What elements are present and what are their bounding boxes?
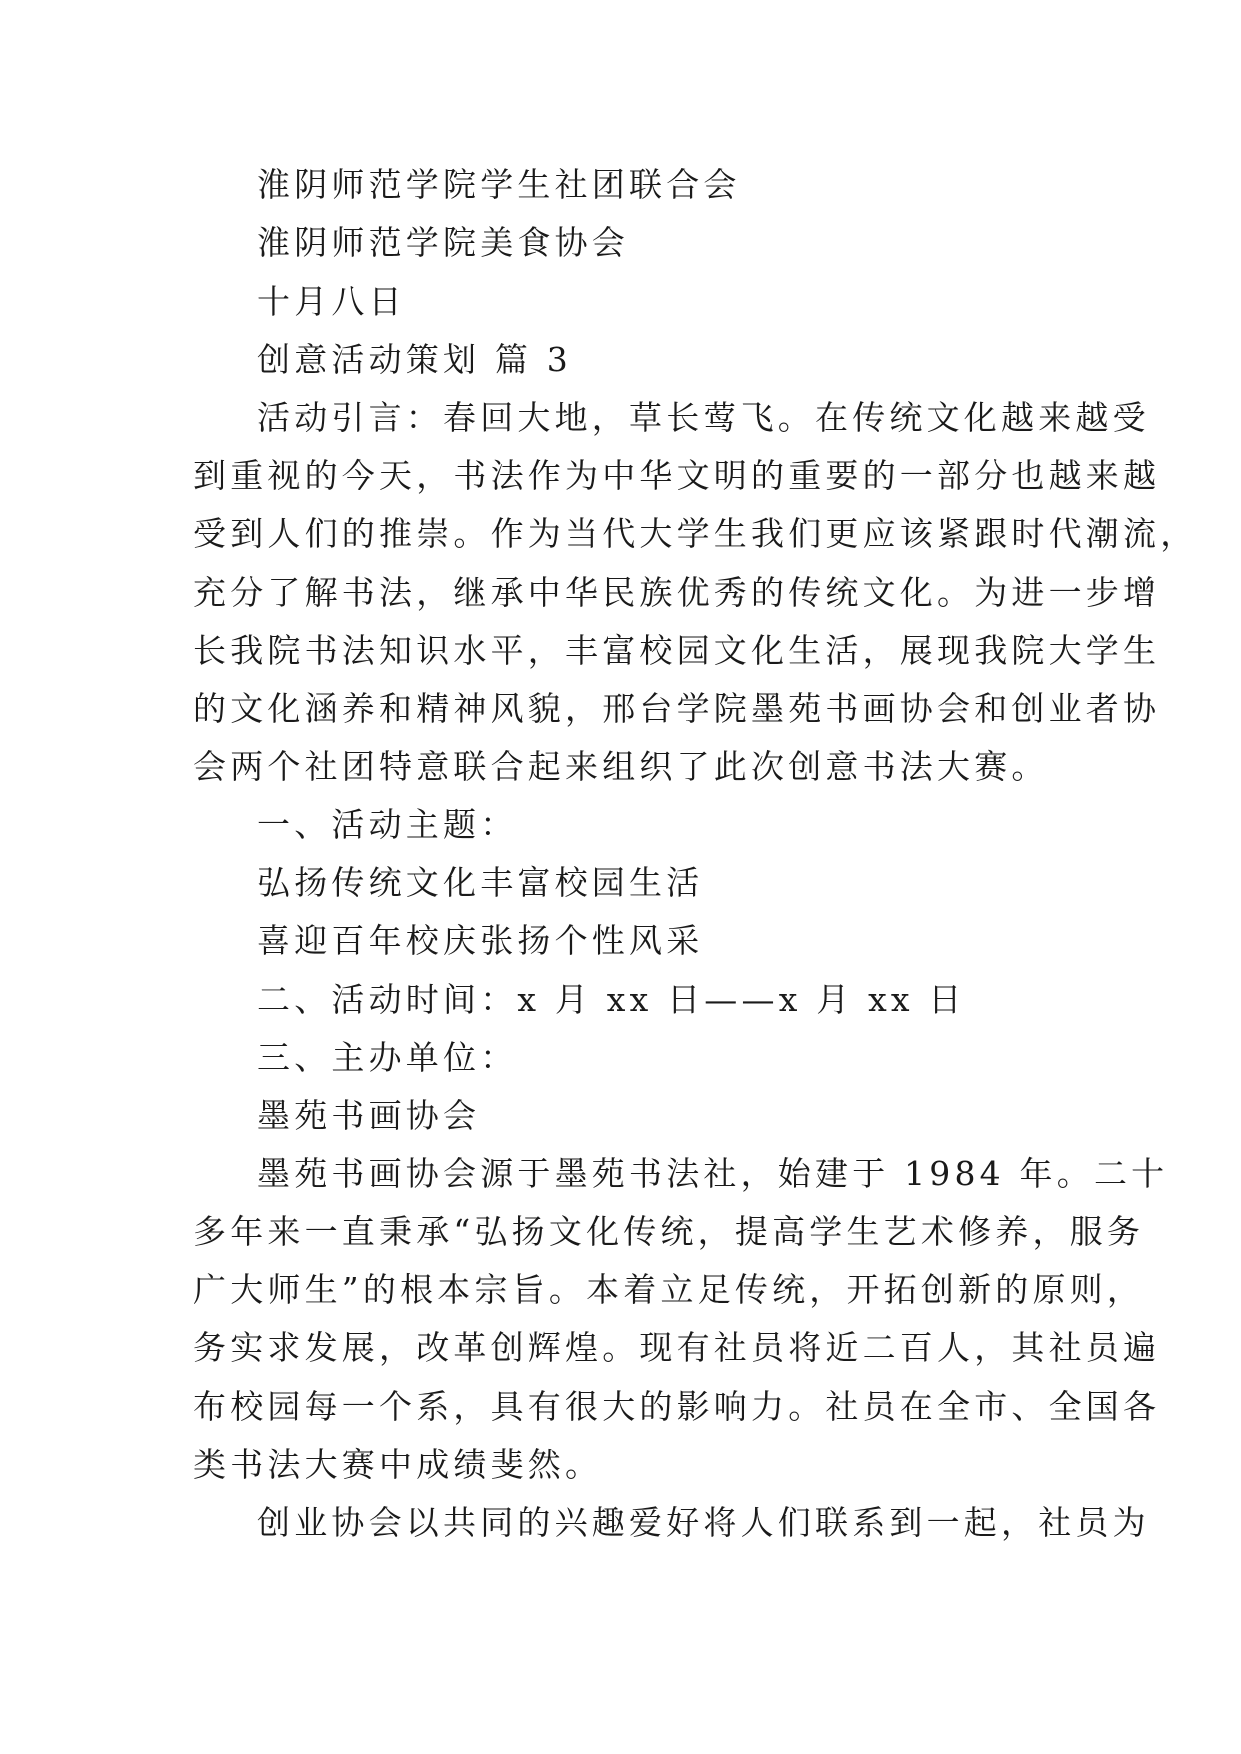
signature-federation: 淮阴师范学院学生社团联合会	[257, 165, 741, 204]
theme-line: 喜迎百年校庆张扬个性风采	[257, 921, 704, 960]
intro-paragraph-line: 长我院书法知识水平，丰富校园文化生活，展现我院大学生	[193, 631, 1161, 670]
intro-paragraph-line: 会两个社团特意联合起来组织了此次创意书法大赛。	[193, 747, 1049, 786]
section-title: 创意活动策划 篇 3	[257, 340, 572, 379]
signature-date: 十月八日	[257, 282, 406, 321]
organizer-paragraph-line: 广大师生”的根本宗旨。本着立足传统，开拓创新的原则，	[193, 1270, 1145, 1309]
intro-paragraph-line: 受到人们的推崇。作为当代大学生我们更应该紧跟时代潮流，	[193, 514, 1198, 553]
intro-paragraph-line: 到重视的今天，书法作为中华文明的重要的一部分也越来越	[193, 456, 1161, 495]
intro-paragraph-line: 活动引言：春回大地，草长莺飞。在传统文化越来越受	[257, 398, 1150, 437]
theme-line: 弘扬传统文化丰富校园生活	[257, 863, 704, 902]
signature-food-association: 淮阴师范学院美食协会	[257, 223, 629, 262]
organizer-paragraph-line: 务实求发展，改革创辉煌。现有社员将近二百人，其社员遍	[193, 1328, 1161, 1367]
organizer-paragraph-line: 布校园每一个系，具有很大的影响力。社员在全市、全国各	[193, 1387, 1161, 1426]
heading-theme: 一、活动主题：	[257, 805, 518, 844]
organizer-paragraph-line: 墨苑书画协会源于墨苑书法社，始建于 1984 年。二十	[257, 1154, 1169, 1193]
organizer-paragraph-line: 多年来一直秉承“弘扬文化传统，提高学生艺术修养，服务	[193, 1212, 1145, 1251]
organizer-paragraph-line: 类书法大赛中成绩斐然。	[193, 1445, 603, 1484]
startup-paragraph-line: 创业协会以共同的兴趣爱好将人们联系到一起，社员为	[257, 1503, 1150, 1542]
heading-organizer: 三、主办单位：	[257, 1038, 518, 1077]
organizer-name: 墨苑书画协会	[257, 1096, 481, 1135]
intro-paragraph-line: 充分了解书法，继承中华民族优秀的传统文化。为进一步增	[193, 573, 1161, 612]
intro-paragraph-line: 的文化涵养和精神风貌，邢台学院墨苑书画协会和创业者协	[193, 689, 1161, 728]
heading-time: 二、活动时间：x 月 xx 日——x 月 xx 日	[257, 980, 966, 1019]
